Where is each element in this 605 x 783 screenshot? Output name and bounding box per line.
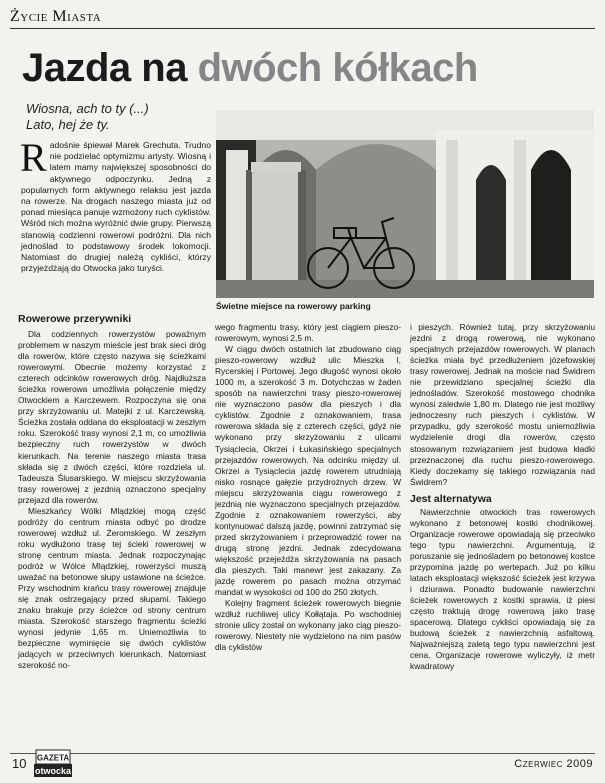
article-title xyxy=(22,46,592,91)
header-rule xyxy=(10,28,595,29)
gazeta-otwocka-logo xyxy=(32,748,74,778)
lead-line-1: Wiosna, ach to ty (...) xyxy=(26,101,149,116)
col2-paragraph-3: Kolejny fragment ścieżek rowerowych biegnie wzdłuż ruchliwej ulicy Kołłątaja. Po wschodniej stronie ulicy został on wykonany jako ciąg pieszo-rowerowy. Niestety nie wydzielono na nim pasów dla cyklistów xyxy=(215,598,401,653)
issue-date: Czerwiec 2009 xyxy=(514,758,593,770)
page-number: 10 xyxy=(12,756,27,771)
logo-word-1: GAZETA xyxy=(36,753,70,763)
photo-caption: Świetne miejsce na rowerowy parking xyxy=(216,301,371,311)
lead-quote xyxy=(26,101,149,133)
section-title: Życie Miasta xyxy=(10,8,102,25)
logo-word-2: otwocka xyxy=(34,766,72,776)
col2-paragraph-1: wego fragmentu trasy, który jest ciągiem pieszo-rowerowym, wynosi 2,5 m. xyxy=(215,322,401,344)
dropcap: R xyxy=(20,135,47,180)
title-part-1: Jazda na xyxy=(22,46,198,90)
footer-rule xyxy=(10,753,595,754)
subheading-2: Jest alternatywa xyxy=(410,492,492,505)
lead-line-2: Lato, hej że ty. xyxy=(26,117,110,132)
col3-paragraph-2: Nawierzchnie otwockich tras rowerowych wykonano z betonowej kostki chodnikowej. Organizacje rowerowe opowiadają się przeciwko tego typu nawierzchni. Argumentują, iż poruszanie się jednośladem po betonowej kostce przypomina jazdę po wertepach. Już po kilku latach eksploatacji większość ścieżek jest krzywa i dziurawa. Ponadto budowanie nawierzchni ścieżek rowerowych z kostki sprawia, iż piesi często traktują drogę rowerową jako trasę spacerową. Dlatego cykliści opowiadają się za budową ścieżek z nawierzchnią asfaltową. Najważniejszą zaletą tego typu nawierzchni jest cena. Organizacje rowerowe wyliczyły, iż metr kwadratowy xyxy=(410,506,595,672)
col2-paragraph-2: W ciągu dwóch ostatnich lat zbudowano ciąg pieszo-rowerowy wzdłuż ulic Mieszka I, Rycerskiej i Portowej. Jego długość wynosi około 1000 m, a szerokość 3 m. Dotychczas w żaden sposób na nawierzchni trasy pieszo-rowerowej nie wyznaczono pasów dla pieszych i dla cyklistów. Zgodnie z oznakowaniem, trasa rowerowa składa się z czterech części, gdyż nie wykonano przy skrzyżowaniu z ulicami Tysiąclecia, Okrzei i Łukasińskiego specjalnych przejazdów rowerowych. Na odcinku między ul. Okrzei a Tysiąclecia jazdę rowerem utrudniają nisko rosnące gałęzie przydrożnych drzew. W miejscu skrzyżowania ciągu rowerowego z jezdnią nie wyznaczono specjalnych przejazdów. Zgodnie z oznakowaniem rowerzyści, aby kontynuować dalszą jazdę, powinni zatrzymać się przed skrzyżowaniem i przeprowadzić rower na drugą stronę jezdni. Jednak zdecydowana większość przejeżdża skrzyżowania na pasach dla pieszych. Taki manewr jest zakazany. Za jazdę rowerem po pasach można otrzymać mandat w wysokości od 100 do 250 złotych. xyxy=(215,344,401,598)
arcade-bicycle-illustration xyxy=(216,110,594,298)
column-3 xyxy=(410,322,595,672)
bicycle-photo xyxy=(216,110,594,298)
col3-paragraph-1: i pieszych. Również tutaj, przy skrzyżowaniu jezdni z drogą rowerową, nie wykonano specjalnych przejazdów rowerowych. W planach ścieżka miała być przedłużeniem józefowskiej trasy rowerowej. Jednak na moście nad Świdrem nie przewidziano specjalnej ścieżki dla jednośladów. Szerokość mostowego chodnika wynosi zaledwie 1,80 m. Dlatego nie jest możliwy jednoczesny ruch pieszych i cyklistów. W przypadku, gdy szerokość mostu uniemożliwia wydzielenie drogi dla rowerów, często stosowanym rozwiązaniem jest budowa kładki przeznaczonej dla ruchu pieszo-rowerowego. Kiedy doczekamy się takiego rozwiązania nad Świdrem? xyxy=(410,322,595,487)
column-1 xyxy=(18,312,206,671)
col1-paragraph-1: Dla codziennych rowerzystów poważnym problemem w naszym mieście jest brak sieci dróg dla rowerów, które często nazywa się ścieżkami rowerowymi. Obecnie możemy korzystać z czterech odcinków rowerowych dróg. Najdłuższa ścieżka rowerowa umożliwia połączenie między Otwockiem a Karczewem. Rozpoczyna się ona przy skrzyżowaniu ul. Matejki z ul. Karczewską. Ścieżka została oddana do eksploatacji w zeszłym roku. Szerokość trasy wynosi 2,1 m, co umożliwia bezpieczny ruch rowerzystów w dwóch kierunkach. Na terenie naszego miasta trasa składa się z dwóch części, które rozdziela ul. Tadeusza Ślusarskiego. W miejscu skrzyżowania trasy rowerowej z jezdnią oznaczono specjalny przejazd dla rowerów. xyxy=(18,329,206,505)
title-part-2: dwóch kółkach xyxy=(197,46,478,90)
intro-paragraph xyxy=(20,135,211,274)
col1-paragraph-2: Mieszkańcy Wólki Mlądzkiej mogą część podróży do centrum miasta odbyć po drodze rowerowej wzdłuż ul. Żeromskiego. W zeszłym roku wydłużono trasę tej ścieki rowerowej w stronę centrum miasta. Jednak rozpoczynając podróż w Wólce Mlądzkiej, rowerzyści muszą uważać na betonowe słupy ustawione na ścieżce. Przy wschodnim krańcu trasy rowerowej znajduje się znak ostrzegający przed słupami. Takiego znaku brakuje przy ścieżce od strony centrum miasta. Szerokość starszego fragmentu ścieżki wynosi jedynie 1,65 m. Uniemożliwia to bezpieczne wyminięcie się dwóch cyklistów jadących w przeciwnych kierunkach. Natomiast szerokość no- xyxy=(18,505,206,671)
subheading-1: Rowerowe przerywniki xyxy=(18,313,132,325)
intro-text: adośnie śpiewał Marek Grechuta. Trudno nie podzielać optymizmu artysty. Wiosną i latem mamy największej sposobności do aktywnego odpoczynku. Jedną z popularnych form aktywnego relaksu jest jazda na rowerze. Na drogach naszego miasta już od ponad miesiąca panuje wzmożony ruch cyklistów. Wśród nich można wyróżnić dwie grupy. Pierwszą stanowią codzienni rowerowi podróżni. Dla nich jednoślad to podstawowy środek lokomocji. Natomiast do drugiej należą cykliści, którzy przyjeżdżają do Otwocka jako turyści. xyxy=(21,140,211,274)
column-2 xyxy=(215,322,401,653)
